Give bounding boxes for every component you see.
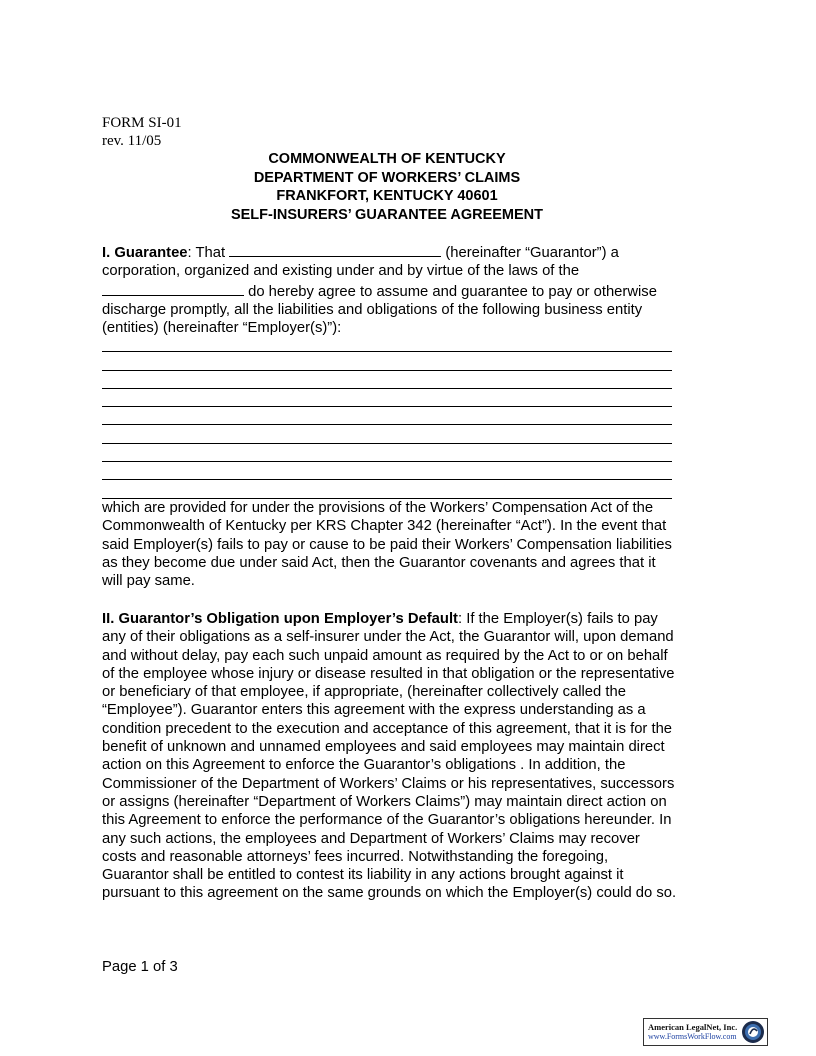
logo-website-link[interactable]: www.FormsWorkFlow.com (648, 1032, 737, 1041)
employer-entity-line[interactable] (102, 407, 672, 425)
employer-entities-lines (102, 334, 672, 499)
guarantor-name-field[interactable] (229, 242, 441, 257)
form-revision: rev. 11/05 (102, 133, 162, 149)
header-address: FRANKFORT, KENTUCKY 40601 (276, 188, 498, 204)
page-number: Page 1 of 3 (102, 959, 178, 975)
document-title: SELF-INSURERS’ GUARANTEE AGREEMENT (230, 206, 544, 223)
guarantee-text-a: : That (187, 245, 230, 261)
state-of-incorporation-field[interactable] (102, 281, 244, 296)
employer-entity-line[interactable] (102, 480, 672, 498)
document-header (102, 150, 672, 224)
form-identifier (102, 114, 182, 150)
form-number: FORM SI-01 (102, 115, 182, 131)
guarantee-continuation: which are provided for under the provisions of the Workers’ Compensation Act of the Commonwealth of Kentucky per KRS Chapter 342 (hereinafter “Act”). In the event that said Employer(s) fails to pay or cause to be paid their Workers’ Compensation liabilities as they become due under said Act, then the Guarantor covenants and agrees that it will pay same. (102, 500, 672, 590)
guarantee-text-c: do hereby agree to assume and guarantee to pay or otherwise discharge promptly, all the liabilities and obligations of the following business entity (entities) (hereinafter “Employer(s)”): (102, 283, 657, 337)
american-legalnet-logo[interactable] (643, 1018, 768, 1046)
header-commonwealth: COMMONWEALTH OF KENTUCKY (268, 151, 506, 167)
globe-seal-icon (741, 1020, 765, 1044)
section-guarantee-heading: I. Guarantee (102, 245, 188, 261)
section-guarantee (102, 242, 677, 337)
employer-entity-line[interactable] (102, 334, 672, 352)
employer-entity-line[interactable] (102, 462, 672, 480)
employer-entity-line[interactable] (102, 425, 672, 443)
logo-company-name: American LegalNet, Inc. (648, 1022, 738, 1032)
section-obligation-body: : If the Employer(s) fails to pay any of their obligations as a self-insurer under the Act, the Guarantor will, upon demand and without delay, pay each such unpaid amount as required by the Act to or on behalf of the employee whose injury or disease resulted in that obligation or the representative or beneficiary of that employee, if appropriate, (hereinafter collectively called the “Employee”). Guarantor enters this agreement with the express understanding as a condition precedent to the execution and acceptance of this agreement, that it is for the benefit of unknown and unnamed employees and said employees may maintain direct action on this Agreement to enforce the Guarantor’s obligations . In addition, the Commissioner of the Department of Workers’ Claims or his representatives, successors or assigns (hereinafter “Department of Workers Claims”) may maintain direct action on this Agreement to enforce the performance of the Guarantor’s obligations hereunder. In any such actions, the employees and Department of Workers’ Claims may recover costs and reasonable attorneys’ fees incurred. Notwithstanding the foregoing, Guarantor shall be entitled to contest its liability in any actions brought against it pursuant to this agreement on the same grounds on which the Employer(s) could do so. (102, 611, 677, 902)
employer-entity-line[interactable] (102, 352, 672, 370)
employer-entity-line[interactable] (102, 444, 672, 462)
guarantee-text-b: (hereinafter “Guarantor”) a corporation, organized and existing under and by virtue of the laws of the (102, 245, 619, 280)
section-obligation (102, 610, 677, 903)
header-department: DEPARTMENT OF WORKERS’ CLAIMS (253, 169, 521, 186)
employer-entity-line[interactable] (102, 371, 672, 389)
employer-entity-line[interactable] (102, 389, 672, 407)
section-obligation-heading: II. Guarantor’s Obligation upon Employer’s Default (102, 611, 458, 627)
